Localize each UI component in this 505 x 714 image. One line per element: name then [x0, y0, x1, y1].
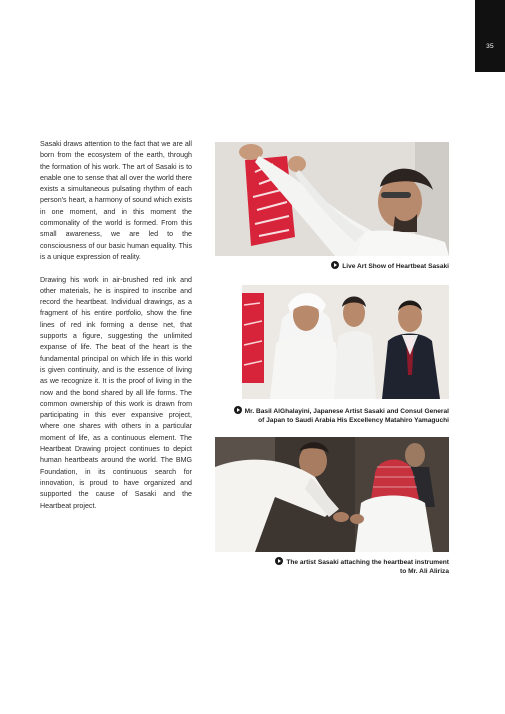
photo-heartbeat-instrument: [215, 437, 449, 552]
photo-caption-2-line-1: [215, 406, 449, 416]
body-text-column: [40, 139, 192, 523]
photo-caption-3-text-2: to Mr. Ali Aliriza: [400, 568, 449, 575]
play-circle-icon: [331, 261, 339, 269]
photo-caption-3-line-1: [215, 557, 449, 567]
photo-heartbeat-instrument-illustration: [215, 437, 449, 552]
photo-caption-2: [215, 406, 449, 425]
photo-group-portrait: [242, 285, 449, 399]
play-circle-icon: [275, 557, 283, 565]
page-number: 35: [486, 43, 494, 50]
body-paragraph-2: Drawing his work in air-brushed red ink and other materials, he is inspired to inscribe and record the heartbeat. Individual drawings, as a fragment of his entire portfolio, show the fine lines of red ink forming a dense net, that supports a figure, suggesting the unlimited expanse of life. The beat of the heart is the fundamental principal on which life in this world is given continuity, and is the essence of living as we recognize it. It is the proof of living in the now and the bond shared by all life forms. The common ownership of this work is drawn from participating in this ever expansive project, where one shares with others in a particular moment of life, as a continuous element. The Heartbeat Drawing project continues to depict human heartbeats around the world. The BMG Foundation, in its continuous search for innovation, is proud to have organized and supported the cause of Sasaki and the Heartbeat project.: [40, 275, 192, 510]
photo-caption-3: [215, 557, 449, 576]
photo-live-art-show-illustration: [215, 142, 449, 256]
photo-caption-2-text-1: Mr. Basil AlGhalayini, Japanese Artist Sasaki and Consul General: [244, 408, 449, 415]
photo-caption-1: [215, 261, 449, 271]
body-paragraph-1: Sasaki draws attention to the fact that we are all born from the ecosystem of the earth, through the formation of his work. The art of Sasaki is to enable one to sense that all over the world there exists a simultaneous pulsating rhythm of each person's heart, a harmony of sound which exists in one moment, and in this moment the commonality of the world is formed. From this small awareness, we are led to the consciousness of our basic human equality. This is a unique expression of reality.: [40, 140, 192, 261]
photo-caption-1-text: Live Art Show of Heartbeat Sasaki: [342, 263, 449, 270]
photo-live-art-show: [215, 142, 449, 256]
photo-caption-2-text-2: of Japan to Saudi Arabia His Excellency Matahiro Yamaguchi: [258, 417, 449, 424]
play-circle-icon: [234, 406, 242, 414]
page-number-tab: [475, 0, 505, 72]
photo-group-portrait-illustration: [242, 285, 449, 399]
photo-caption-3-text-1: The artist Sasaki attaching the heartbeat instrument: [286, 559, 449, 566]
